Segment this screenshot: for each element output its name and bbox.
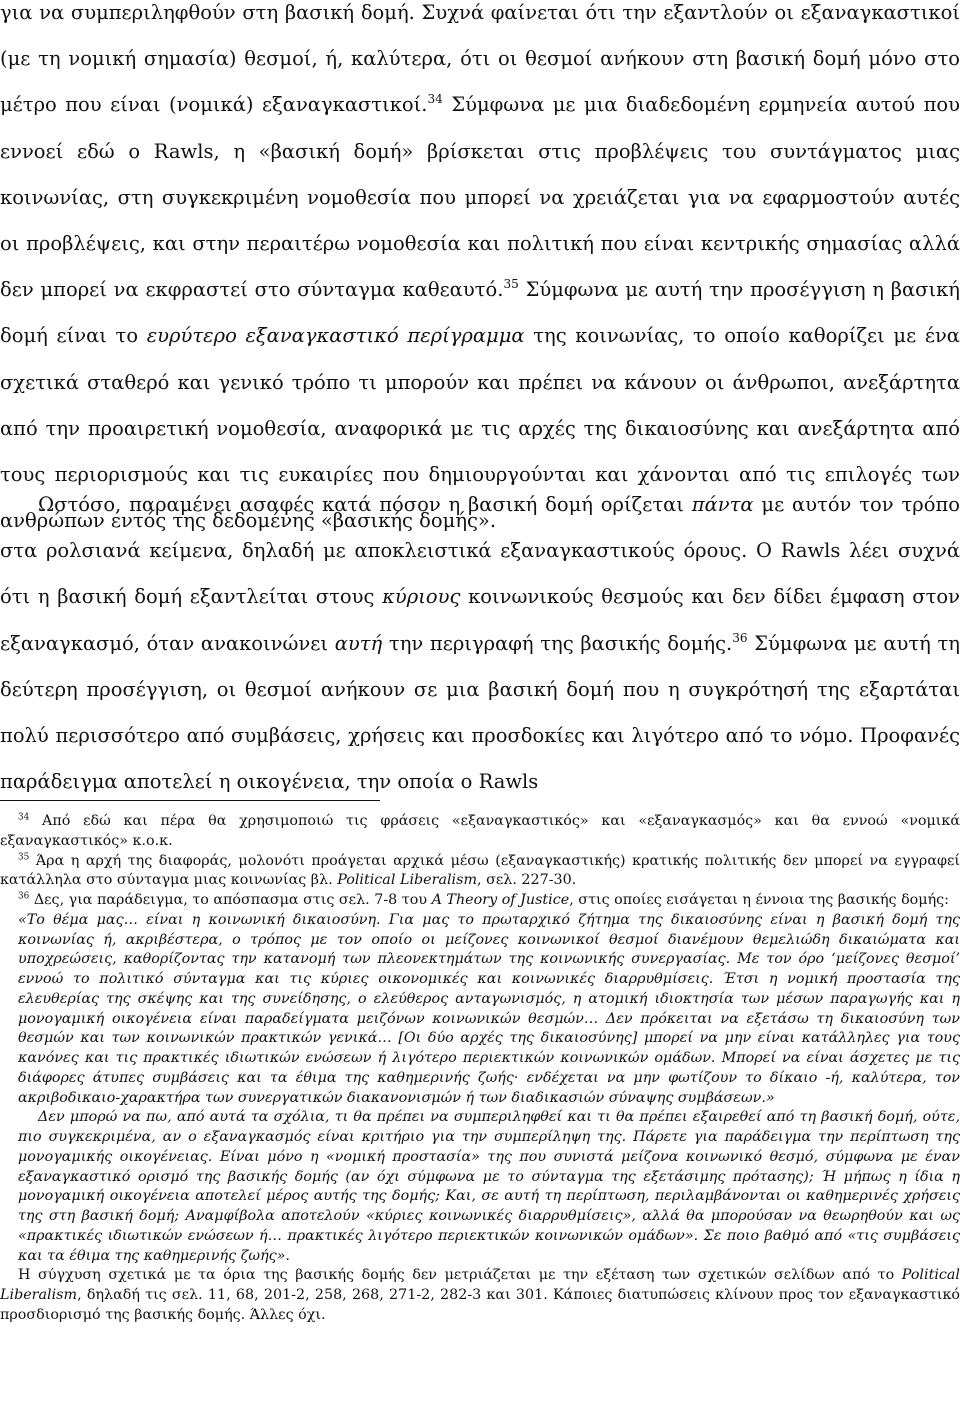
footnote-36 xyxy=(0,891,960,911)
emphasis-text: ευρύτερο εξαναγκαστικό περίγραμμα xyxy=(146,324,525,348)
paragraph-text: την περιγραφή της βασικής δομής. xyxy=(382,631,733,655)
paragraph-text: της κοινωνίας, το οποίο καθορίζει με ένα σχετικά σταθερό και γενικό τρόπο τι μπορούν και πρέπει να κάνουν οι άνθρωποι, ανεξάρτητα από την προαιρετική νομοθεσία, αναφορικά με τις αρχές της δικαιοσύνης και ανεξάρτητα από τους περιορισμούς και τις ευκαιρίες που δημιουργούνται και χάνονται από τις επιλογές των ανθρώπων εντός της δεδομένης «βασικής δομής». xyxy=(0,324,960,533)
book-title: Political Liberalism xyxy=(0,1267,960,1303)
body-paragraph-2 xyxy=(0,482,960,805)
footnote-text: Δες, για παράδειγμα, το απόσπασμα στις σελ. 7-8 του xyxy=(29,892,432,908)
footnote-number: 34 xyxy=(18,812,30,823)
emphasis-text: πάντα xyxy=(691,493,754,516)
paragraph-text: Σύμφωνα με αυτή τη δεύτερη προσέγγιση, οι θεσμοί ανήκουν σε μια βασική δομή που η συγκρότησή της εξαρτάται πολύ περισσότερο από συμβάσεις, χρήσεις και προσδοκίες και λιγότερο από το νόμο. Προφανές παράδειγμα αποτελεί η οικογένεια, την οποία ο Rawls xyxy=(0,631,960,794)
footnote-text: Άρα η αρχή της διαφοράς, μολονότι προάγεται αρχικά μέσω (εξαναγκαστικής) κρατικής πολιτικής δεν μπορεί να εγγραφεί κατάλληλα στο σύνταγμα μιας κοινωνίας βλ. xyxy=(0,852,960,889)
quote-paragraph: Δεν μπορώ να πω, από αυτά τα σχόλια, τι θα πρέπει να συμπεριληφθεί και τι θα πρέπει εξαιρεθεί από τη βασική δομή, ούτε, πιο συγκεκριμένα, αν ο εξαναγκασμός είναι κριτήριο για την συμπερίληψη της. Πάρετε για παράδειγμα την περίπτωση της μονογαμικής οικογένειας. Είναι μόνο η «νομική προστασία» της που συνιστά μείζονα κοινωνικό θεσμό, σύμφωνα με έναν εξαναγκαστικό ορισμό της βασικής δομής (αν όχι σύμφωνα με το σύνταγμα της εξετάσιμης πρότασης); Ή μήπως η ίδια η μονογαμική οικογένεια αποτελεί μέρος αυτής της δομής; Και, σε αυτή τη περίπτωση, περιλαμβάνονται οι καθημερινές χρήσεις της στη βασική δομή; Αναμφίβολα αποτελούν «κύριες κοινωνικές διαρρυθμίσεις», αλλά θα μπορούσαν να θεωρηθούν και ως «πρακτικές ιδιωτικών ενώσεων ή… πρακτικές λιγότερο περιεκτικών κοινωνικών ομάδων». Σε ποιο βαθμό από «τις συμβάσεις και τα έθιμα της καθημερινής ζωής». xyxy=(18,1109,960,1264)
paragraph-text: Ωστόσο, παραμένει ασαφές κατά πόσον η βασική δομή ορίζεται xyxy=(38,493,692,516)
footnote-divider xyxy=(0,800,380,801)
emphasis-text: αυτή xyxy=(334,631,383,655)
footnote-34 xyxy=(0,812,960,852)
paragraph-text: Σύμφωνα με μια διαδεδομένη ερμηνεία αυτού που εννοεί εδώ ο Rawls, η «βασική δομή» βρίσκεται στις προβλέψεις του συντάγματος μιας κοινωνίας, στη συγκεκριμένη νομοθεσία που μπορεί να χρειάζεται για να εφαρμοστούν αυτές οι προβλέψεις, και στην περαιτέρω νομοθεσία και πολιτική που είναι κεντρικής σημασίας αλλά δεν μπορεί να εκφραστεί στο σύνταγμα καθεαυτό. xyxy=(0,93,960,302)
book-title: Political Liberalism xyxy=(337,872,478,889)
paragraph-text: με αυτόν τον τρόπο στα ρολσιανά κείμενα, δηλαδή με αποκλειστικά εξαναγκαστικούς όρους. Ο Rawls λέει συχνά ότι η βασική δομή εξαντλείται στους xyxy=(0,493,960,609)
paragraph-text: Σύμφωνα με αυτή την προσέγγιση η βασική δομή είναι το xyxy=(0,278,960,348)
footnote-ref-36[interactable]: 36 xyxy=(732,630,748,645)
paragraph-text: για να συμπεριληφθούν στη βασική δομή. Συχνά φαίνεται ότι την εξαντλούν οι εξαναγκαστικοί (με τη νομική σημασία) θεσμοί, ή, καλύτερα, ότι οι θεσμοί ανήκουν στη βασική δομή μόνο στο μέτρο που είναι (νομικά) εξαναγκαστικοί. xyxy=(0,1,960,117)
footnotes-section xyxy=(0,812,960,1326)
footnote-ref-34[interactable]: 34 xyxy=(427,92,443,107)
footnote-35 xyxy=(0,852,960,892)
emphasis-text: κύριους xyxy=(382,585,461,609)
footnote-36-closing xyxy=(0,1266,960,1325)
footnote-number: 36 xyxy=(18,891,30,902)
footnote-text: , δηλαδή τις σελ. 11, 68, 201-2, 258, 268, 271-2, 282-3 και 301. Κάποιες διατυπώσεις κλίνουν προς τον εξαναγκαστικό προσδιορισμό της βασικής δομής. Άλλες όχι. xyxy=(0,1287,960,1323)
footnote-ref-35[interactable]: 35 xyxy=(503,277,519,292)
footnote-text: , σελ. 227-30. xyxy=(477,872,577,889)
footnote-text: Από εδώ και πέρα θα χρησιμοποιώ τις φράσεις «εξαναγκαστικός» και «εξαναγκασμός» και θα εννοώ «νομικά εξαναγκαστικός» κ.ο.κ. xyxy=(0,813,960,849)
footnote-number: 35 xyxy=(18,851,30,862)
block-quote xyxy=(0,911,960,1267)
footnote-text: Η σύγχυση σχετικά με τα όρια της βασικής δομής δεν μετριάζεται με την εξέταση των σχετικών σελίδων από το xyxy=(18,1267,902,1284)
body-paragraph-1 xyxy=(0,0,960,544)
book-title: A Theory of Justice xyxy=(431,892,570,908)
footnote-text: , στις οποίες εισάγεται η έννοια της βασικής δομής: xyxy=(569,892,949,908)
paragraph-text: κοινωνικούς θεσμούς και δεν δίδει έμφαση στον εξαναγκασμό, όταν ανακοινώνει xyxy=(0,585,960,655)
quote-paragraph: «Το θέμα μας… είναι η κοινωνική δικαιοσύνη. Για μας το πρωταρχικό ζήτημα της δικαιοσύνης είναι η βασική δομή της κοινωνίας ή, ακριβέστερα, ο τρόπος με τον οποίο οι μείζονες κοινωνικοί θεσμοί διανέμουν θεμελιώδη δικαιώματα και υποχρεώσεις, καθορίζοντας την κατανομή των πλεονεκτημάτων της κοινωνικής συνεργασίας. Με τον όρο ‘μείζονες θεσμοί’ εννοώ το πολιτικό σύνταγμα και τις κύριες οικονομικές και κοινωνικές διαρρυθμίσεις. Έτσι η νομική προστασία της ελευθερίας της σκέψης και της συνείδησης, ο ελεύθερος ανταγωνισμός, η ατομική ιδιοκτησία των μέσων παραγωγής και η μονογαμική οικογένεια είναι παραδείγματα μειζόνων κοινωνικών θεσμών… Δεν πρόκειται να εξετάσω τη δικαιοσύνη των θεσμών και των κοινωνικών πρακτικών γενικά… [Οι δύο αρχές της δικαιοσύνης] μπορεί να μην είναι κατάλληλες για τους κανόνες και τις πρακτικές ιδιωτικών ενώσεων ή λιγότερο περιεκτικών κοινωνικών ομάδων. Μπορεί να είναι άσχετες με τις διάφορες άτυπες συμβάσεις και τα έθιμα της καθημερινής ζωής· ενδέχεται να μην φωτίζουν το δίκαιο -ή, καλύτερα, τον ακριβοδικαιο-χαρακτήρα των συνεργατικών διακανονισμών ή των διαδικασιών σύναψης συμβάσεων.» xyxy=(18,911,960,1106)
